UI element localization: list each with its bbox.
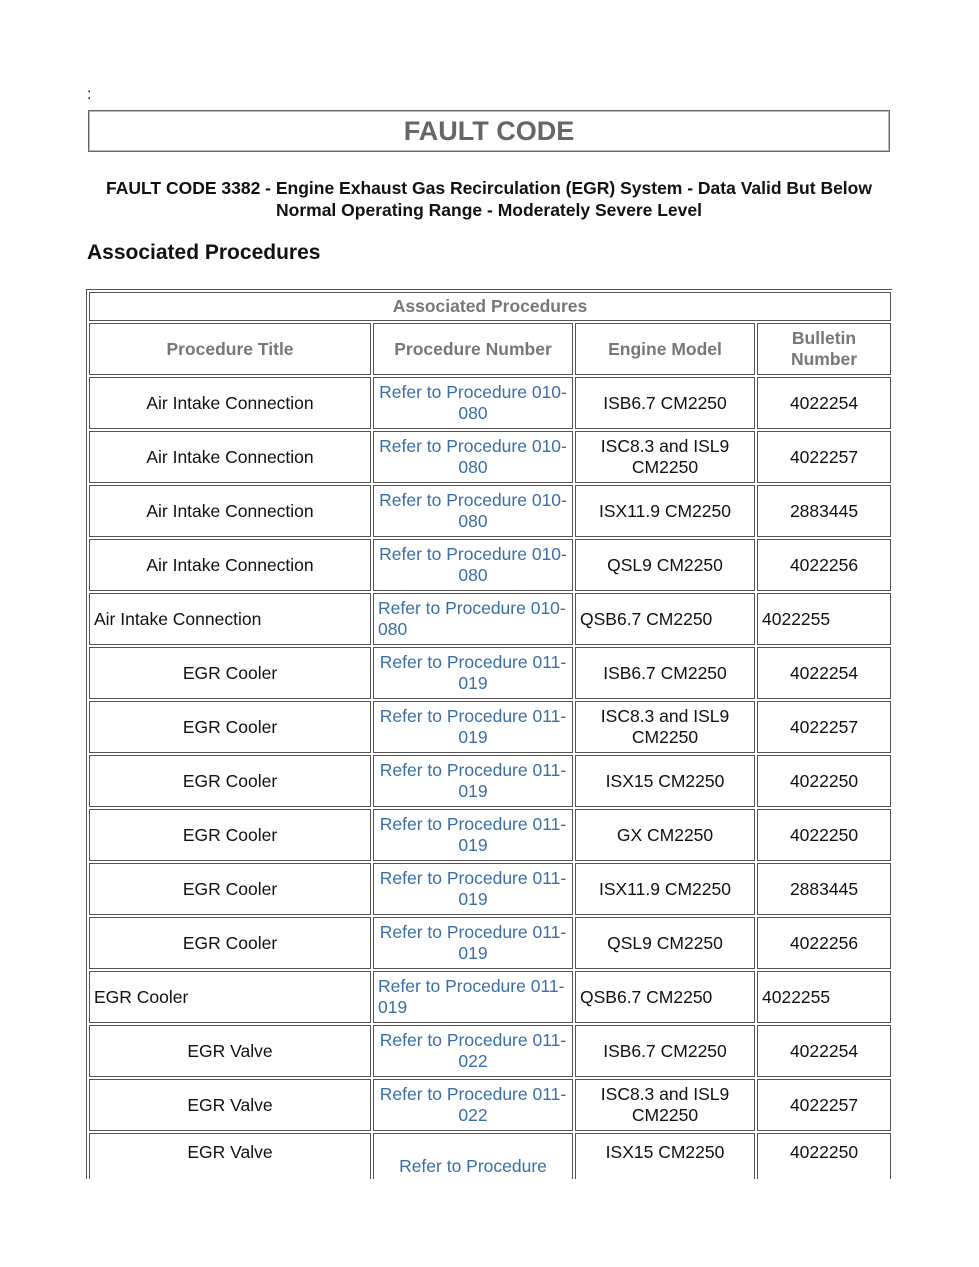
procedure-title-cell: EGR Cooler: [89, 809, 371, 861]
procedure-title-cell: EGR Cooler: [89, 917, 371, 969]
engine-model-cell: ISB6.7 CM2250: [575, 377, 755, 429]
procedure-link[interactable]: Refer to Procedure 011-019: [379, 706, 567, 747]
procedure-number-cell: [373, 755, 573, 807]
table-row: [89, 755, 891, 807]
procedure-link[interactable]: Refer to Procedure 010-080: [379, 544, 567, 585]
engine-model-cell: QSL9 CM2250: [575, 917, 755, 969]
table-row: [89, 593, 891, 645]
table-caption: Associated Procedures: [89, 292, 891, 321]
procedure-number-cell: [373, 1079, 573, 1131]
procedure-link[interactable]: Refer to Procedure 011-019: [378, 976, 565, 1017]
bulletin-number-cell: 4022257: [757, 701, 891, 753]
bulletin-number-cell: 4022250: [757, 809, 891, 861]
bulletin-number-cell: 4022254: [757, 377, 891, 429]
engine-model-cell: ISX15 CM2250: [575, 1133, 755, 1179]
bulletin-number-cell: 2883445: [757, 485, 891, 537]
procedure-title-cell: Air Intake Connection: [89, 377, 371, 429]
procedure-link[interactable]: Refer to Procedure 011-019: [379, 814, 567, 855]
engine-model-cell: ISX11.9 CM2250: [575, 863, 755, 915]
procedure-title-cell: EGR Cooler: [89, 863, 371, 915]
table-row: [89, 539, 891, 591]
engine-model-cell: GX CM2250: [575, 809, 755, 861]
procedure-number-cell: [373, 1133, 573, 1179]
engine-model-cell: ISC8.3 and ISL9 CM2250: [575, 1079, 755, 1131]
header-bulletin-number: Bulletin Number: [757, 323, 891, 375]
procedure-link[interactable]: Refer to Procedure 011-019: [379, 652, 567, 693]
engine-model-cell: ISB6.7 CM2250: [575, 1025, 755, 1077]
table-header-row: [89, 323, 891, 375]
procedure-link[interactable]: Refer to Procedure 011-019: [379, 868, 567, 909]
engine-model-cell: ISX15 CM2250: [575, 755, 755, 807]
table-caption-row: [89, 292, 891, 321]
table-row: [89, 863, 891, 915]
table-row: [89, 377, 891, 429]
engine-model-cell: ISB6.7 CM2250: [575, 647, 755, 699]
bulletin-number-cell: 4022256: [757, 539, 891, 591]
procedure-title-cell: EGR Cooler: [89, 647, 371, 699]
header-procedure-number: Procedure Number: [373, 323, 573, 375]
table-row: [89, 809, 891, 861]
table-row: [89, 431, 891, 483]
procedure-number-cell: [373, 701, 573, 753]
fault-code-subtitle: FAULT CODE 3382 - Engine Exhaust Gas Recirculation (EGR) System - Data Valid But Below Normal Operating Range - Moderately Severe Level: [106, 178, 872, 220]
procedure-title-cell: EGR Valve: [89, 1079, 371, 1131]
procedure-title-cell: EGR Valve: [89, 1025, 371, 1077]
table-row: [89, 647, 891, 699]
procedure-number-cell: [373, 539, 573, 591]
section-heading: Associated Procedures: [87, 241, 321, 264]
table-row: [89, 485, 891, 537]
bulletin-number-cell: 4022255: [757, 593, 891, 645]
procedure-title-cell: Air Intake Connection: [89, 593, 371, 645]
procedure-title-cell: EGR Cooler: [89, 755, 371, 807]
header-engine-model: Engine Model: [575, 323, 755, 375]
procedure-number-cell: [373, 917, 573, 969]
table-row: [89, 701, 891, 753]
procedure-link[interactable]: Refer to Procedure 011-022: [379, 1084, 567, 1125]
table-row: [89, 1079, 891, 1131]
procedure-title-cell: EGR Valve: [89, 1133, 371, 1179]
engine-model-cell: QSL9 CM2250: [575, 539, 755, 591]
procedure-link[interactable]: Refer to Procedure 011-022: [379, 1030, 567, 1071]
procedure-number-cell: [373, 647, 573, 699]
page-colon: :: [87, 86, 92, 103]
procedure-link[interactable]: Refer to Procedure 010-080: [379, 382, 567, 423]
procedure-link[interactable]: Refer to Procedure 010-080: [379, 490, 567, 531]
bulletin-number-cell: 4022254: [757, 647, 891, 699]
procedures-table: [86, 289, 892, 1179]
procedure-link[interactable]: Refer to Procedure 010-080: [379, 436, 567, 477]
bulletin-number-cell: 4022256: [757, 917, 891, 969]
procedure-number-cell: [373, 863, 573, 915]
bulletin-number-cell: 4022250: [757, 1133, 891, 1179]
engine-model-cell: QSB6.7 CM2250: [575, 971, 755, 1023]
procedure-number-cell: [373, 377, 573, 429]
procedure-number-cell: [373, 809, 573, 861]
page-title: FAULT CODE: [88, 110, 890, 152]
bulletin-number-cell: 2883445: [757, 863, 891, 915]
procedure-link[interactable]: Refer to Procedure: [399, 1156, 547, 1176]
procedure-link[interactable]: Refer to Procedure 011-019: [379, 922, 567, 963]
procedure-number-cell: [373, 1025, 573, 1077]
engine-model-cell: ISX11.9 CM2250: [575, 485, 755, 537]
table-row: [89, 971, 891, 1023]
procedure-number-cell: [373, 485, 573, 537]
header-procedure-title: Procedure Title: [89, 323, 371, 375]
procedure-number-cell: [373, 431, 573, 483]
procedure-title-cell: Air Intake Connection: [89, 431, 371, 483]
bulletin-number-cell: 4022257: [757, 1079, 891, 1131]
bulletin-number-cell: 4022254: [757, 1025, 891, 1077]
table-row: [89, 1133, 891, 1179]
table-row: [89, 1025, 891, 1077]
procedures-table-wrapper: [86, 289, 892, 1179]
bulletin-number-cell: 4022255: [757, 971, 891, 1023]
procedure-title-cell: Air Intake Connection: [89, 485, 371, 537]
bulletin-number-cell: 4022257: [757, 431, 891, 483]
engine-model-cell: ISC8.3 and ISL9 CM2250: [575, 431, 755, 483]
procedure-title-cell: Air Intake Connection: [89, 539, 371, 591]
procedure-title-cell: EGR Cooler: [89, 701, 371, 753]
table-row: [89, 917, 891, 969]
procedure-link[interactable]: Refer to Procedure 010-080: [378, 598, 566, 639]
engine-model-cell: QSB6.7 CM2250: [575, 593, 755, 645]
bulletin-number-cell: 4022250: [757, 755, 891, 807]
procedure-link[interactable]: Refer to Procedure 011-019: [379, 760, 567, 801]
procedure-number-cell: [373, 593, 573, 645]
procedure-number-cell: [373, 971, 573, 1023]
engine-model-cell: ISC8.3 and ISL9 CM2250: [575, 701, 755, 753]
procedure-title-cell: EGR Cooler: [89, 971, 371, 1023]
